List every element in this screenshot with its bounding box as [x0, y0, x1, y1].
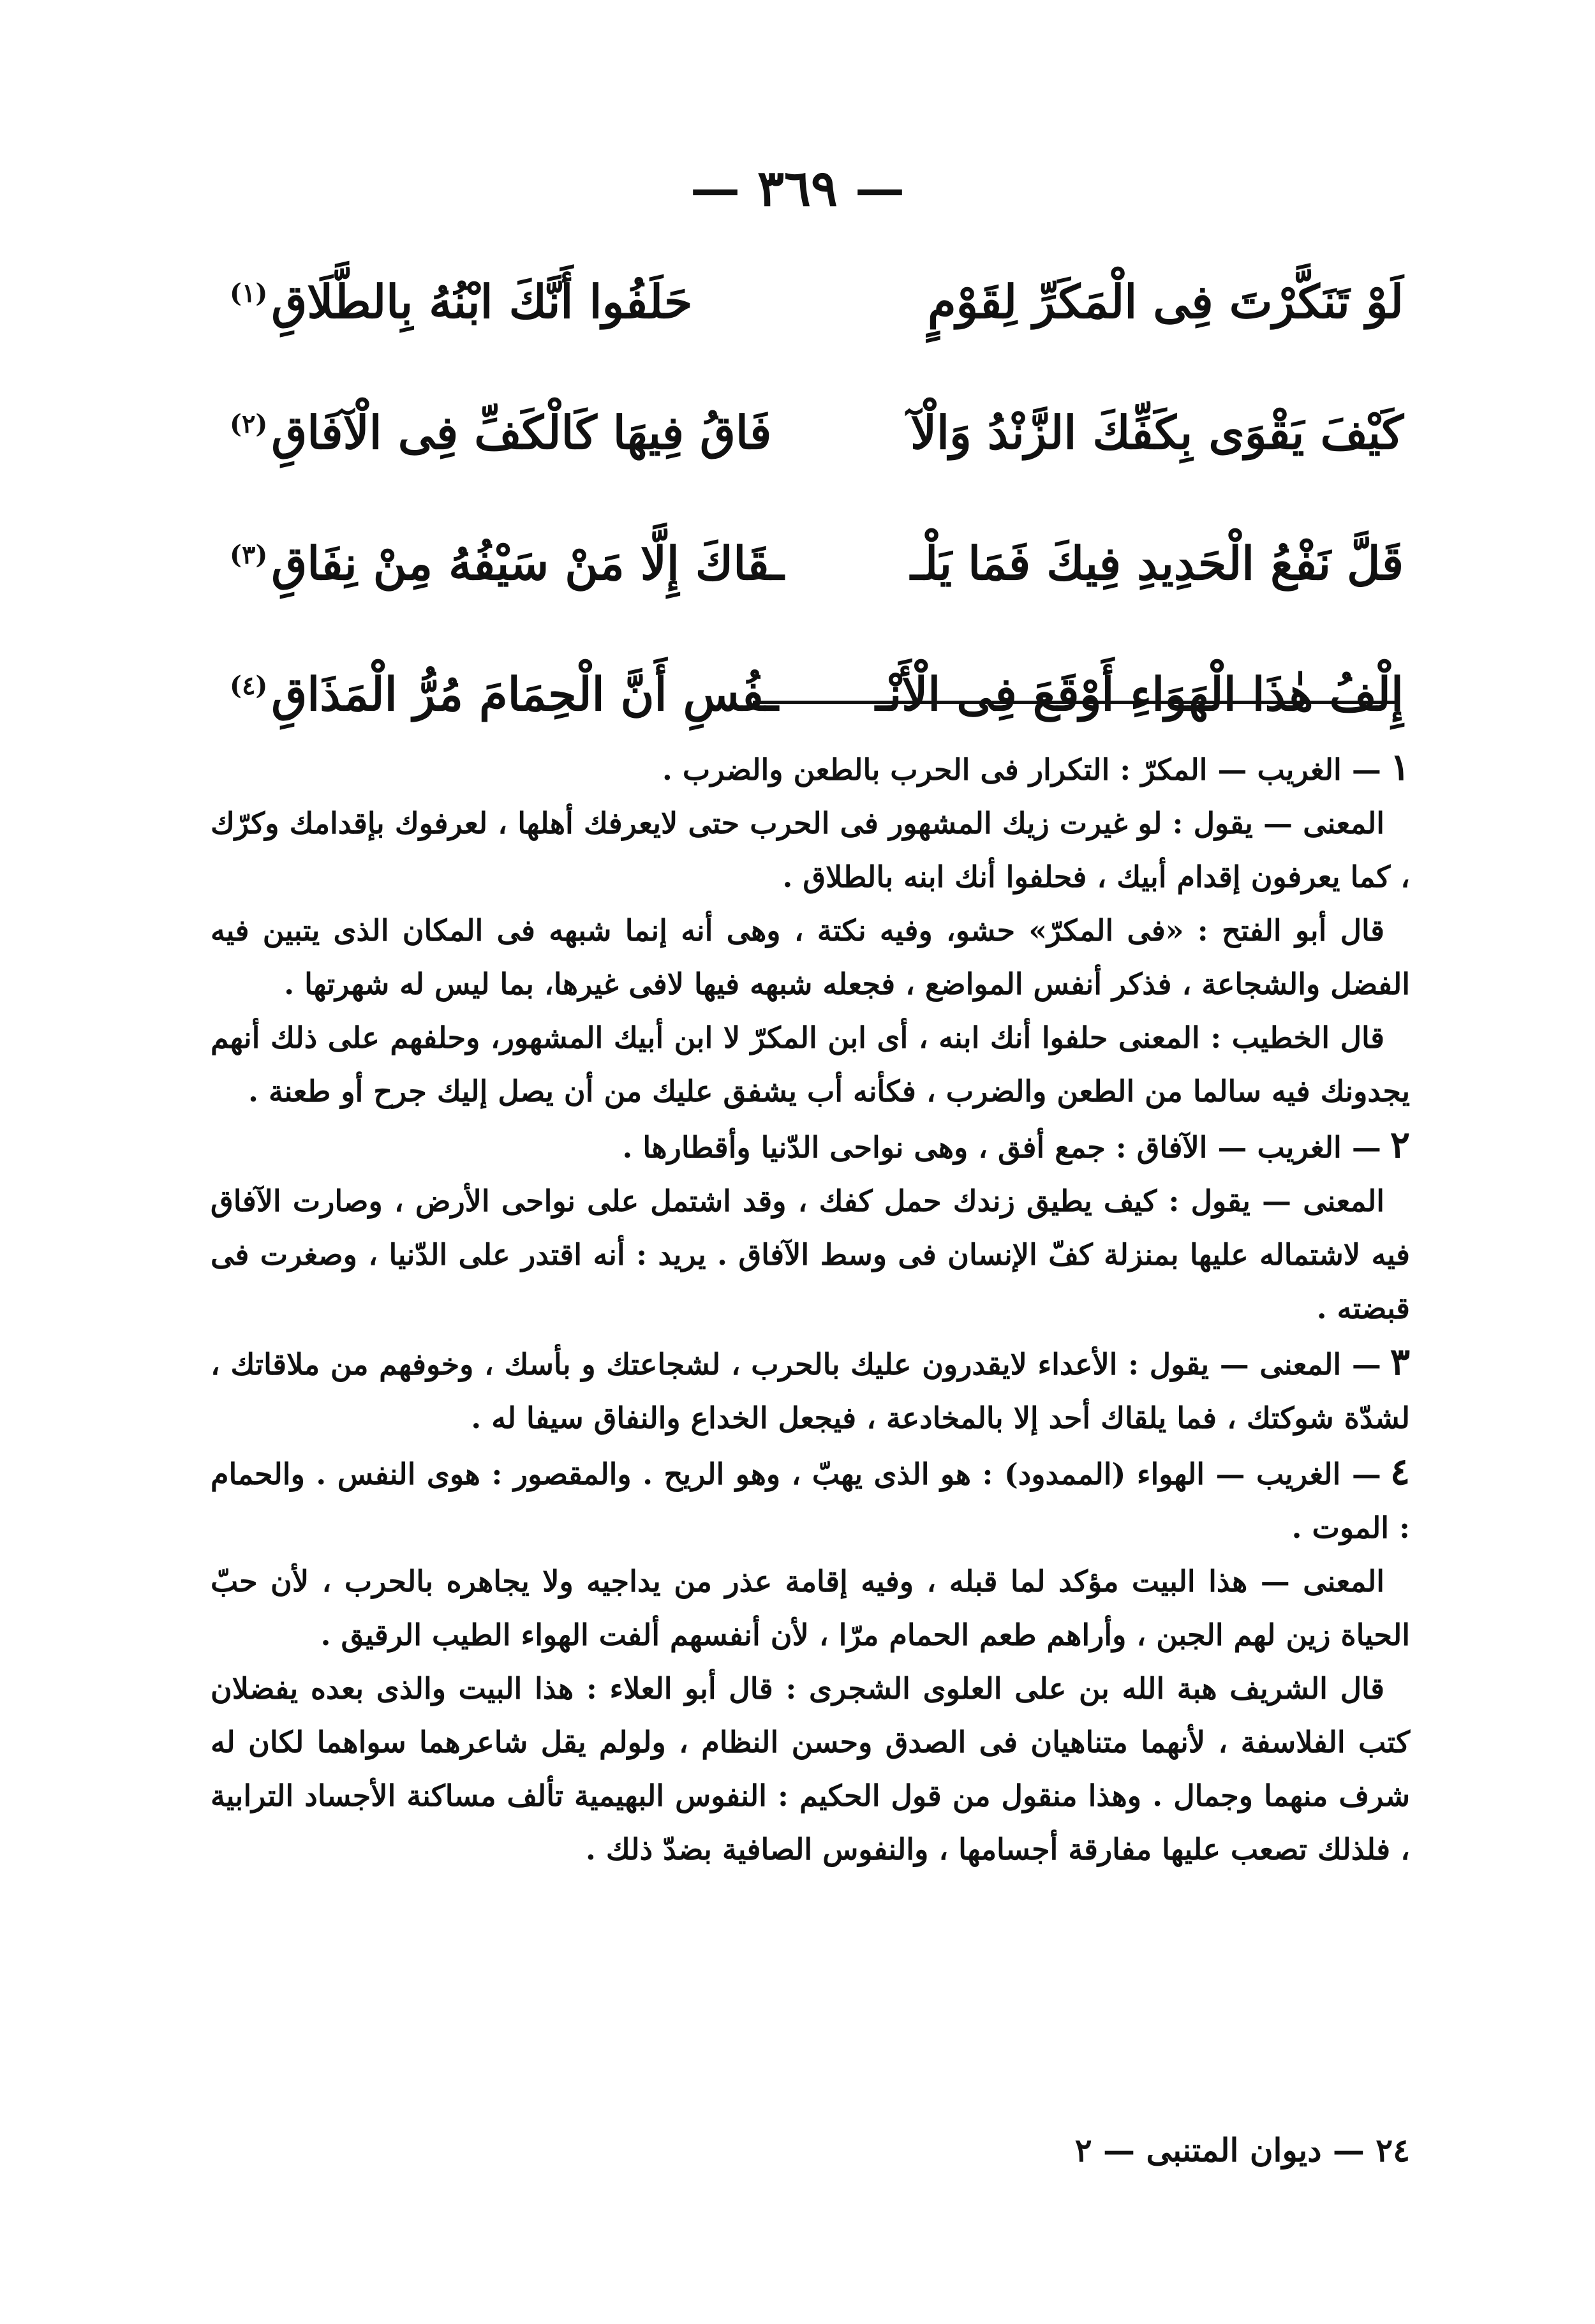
- verse-second-hemistich: [230, 536, 784, 590]
- note-paragraph: [211, 1174, 1410, 1335]
- note-paragraph: [211, 1118, 1410, 1174]
- footnote-marker: (٤): [230, 671, 268, 701]
- footnote-marker: (٣): [230, 540, 268, 570]
- note-text: المعنى — يقول : كيف يطيق زندك حمل كفك ، وقد اشتمل على نواحى الأرض ، وصارت الآفاق فيه لاشتماله عليها بمنزلة كفّ الإنسان فى وسط الآفاق . يريد : أنه اقتدر على الدّنيا ، وصغرت فى قبضته .: [211, 1184, 1410, 1325]
- verse-first-hemistich: لَوْ تَنَكَّرْتَ فِى الْمَكَرِّ لِقَوْمٍ: [927, 274, 1404, 329]
- separator-rule: [753, 701, 1397, 704]
- verse-second-text: حَلَفُوا أَنَّكَ ابْنُهُ بِالطَّلَاقِ: [271, 274, 693, 329]
- note-text: قال الشريف هبة الله بن على العلوى الشجرى : قال أبو العلاء : هذا البيت والذى بعده يفضلان كتب الفلاسفة ، لأنهما متناهيان فى الصدق وحسن النظام ، ولولم يقل شاعرهما سواهما لكان له شرف منهما وجمال . وهذا منقول من قول الحكيم : النفوس البهيمية تألف مساكنة الأجساد الترابية ، فلذلك تصعب عليها مفارقة أجسامها ، والنفوس الصافية بضدّ ذلك .: [211, 1671, 1410, 1866]
- verse-first-hemistich: قَلَّ نَفْعُ الْحَدِيدِ فِيكَ فَمَا يَلْـ: [910, 536, 1404, 590]
- note-number: ٣: [1390, 1340, 1410, 1383]
- note-text: المعنى — يقول : لو غيرت زيك المشهور فى الحرب حتى لايعرفك أهلها ، لعرفوك بإقدامك وكرّك ، كما يعرفون إقدام أبيك ، فحلفوا أنك ابنه بالطلاق .: [211, 806, 1410, 894]
- footnote-marker: (١): [230, 278, 268, 308]
- note-number: ٤: [1390, 1450, 1410, 1493]
- footnote-marker: (٢): [230, 409, 268, 439]
- note-number: ٢: [1390, 1123, 1410, 1166]
- note-text: — الغريب — الآفاق : جمع أفق ، وهى نواحى الدّنيا وأقطارها .: [622, 1130, 1381, 1165]
- note-text: المعنى — هذا البيت مؤكد لما قبله ، وفيه إقامة عذر من يداجيه ولا يجاهره بالحرب ، لأن حبّ الحياة زين لهم الجبن ، وأراهم طعم الحمام مرّا ، لأن أنفسهم ألفت الهواء الطيب الرقيق .: [211, 1564, 1410, 1652]
- note-paragraph: [211, 1662, 1410, 1876]
- verse-first-hemistich: إِلْفُ هٰذَا الْهَوَاءِ أَوْقَعَ فِى الْأَنْـ: [875, 667, 1404, 721]
- poem-verses: [230, 236, 1404, 759]
- note-text: — الغريب — الهواء (الممدود) : هو الذى يهبّ ، وهو الريح . والمقصور : هوى النفس . والحمام : الموت .: [211, 1457, 1410, 1545]
- page-number: — ٣٦٩ —: [690, 160, 905, 218]
- note-number: ١: [1390, 745, 1410, 789]
- note-text: قال الخطيب : المعنى حلفوا أنك ابنه ، أى ابن المكرّ لا ابن أبيك المشهور، وحلفهم على ذلك أنهم يجدونك فيه سالما من الطعن والضرب ، فكأنه أب يشفق عليك من أن يصل إليك جرح أو طعنة .: [211, 1020, 1410, 1108]
- page-footer-signature: ٢٤ — ديوان المتنبى — ٢: [1074, 2131, 1410, 2169]
- note-paragraph: [211, 1011, 1410, 1118]
- verse-second-hemistich: [230, 405, 771, 459]
- note-paragraph: [211, 1554, 1410, 1662]
- verse-second-hemistich: [230, 274, 692, 329]
- verse-second-text: ـفُسِ أَنَّ الْحِمَامَ مُرُّ الْمَذَاقِ: [271, 667, 778, 721]
- verse-first-hemistich: كَيْفَ يَقْوَى بِكَفِّكَ الزَّنْدُ وَالْآ: [910, 405, 1404, 459]
- note-text: — الغريب — المكرّ : التكرار فى الحرب بالطعن والضرب .: [662, 752, 1381, 787]
- verse-second-hemistich: [230, 667, 778, 721]
- note-text: — المعنى — يقول : الأعداء لايقدرون عليك بالحرب ، لشجاعتك و بأسك ، وخوفهم من ملاقاتك ، لشدّة شوكتك ، فما يلقاك أحد إلا بالمخادعة ، فيجعل الخداع والنفاق سيفا له .: [211, 1347, 1410, 1435]
- note-paragraph: [211, 740, 1410, 796]
- note-paragraph: [211, 1445, 1410, 1554]
- verse-line: [230, 236, 1404, 367]
- note-paragraph: [211, 796, 1410, 904]
- verse-line: [230, 367, 1404, 498]
- commentary-notes: [211, 740, 1410, 1876]
- note-paragraph: [211, 904, 1410, 1011]
- verse-line: [230, 498, 1404, 629]
- verse-second-text: فَاقُ فِيهَا كَالْكَفِّ فِى الْآفَاقِ: [271, 405, 772, 459]
- note-text: قال أبو الفتح : «فى المكرّ» حشو، وفيه نكتة ، وهى أنه إنما شبهه فى المكان الذى يتبين فيه الفضل والشجاعة ، فذكر أنفس المواضع ، فجعله شبهه فيها لافى غيرها، بما ليس له شهرتها .: [211, 913, 1410, 1001]
- note-paragraph: [211, 1335, 1410, 1445]
- verse-second-text: ـقَاكَ إِلَّا مَنْ سَيْفُهُ مِنْ نِفَاقِ: [271, 536, 784, 590]
